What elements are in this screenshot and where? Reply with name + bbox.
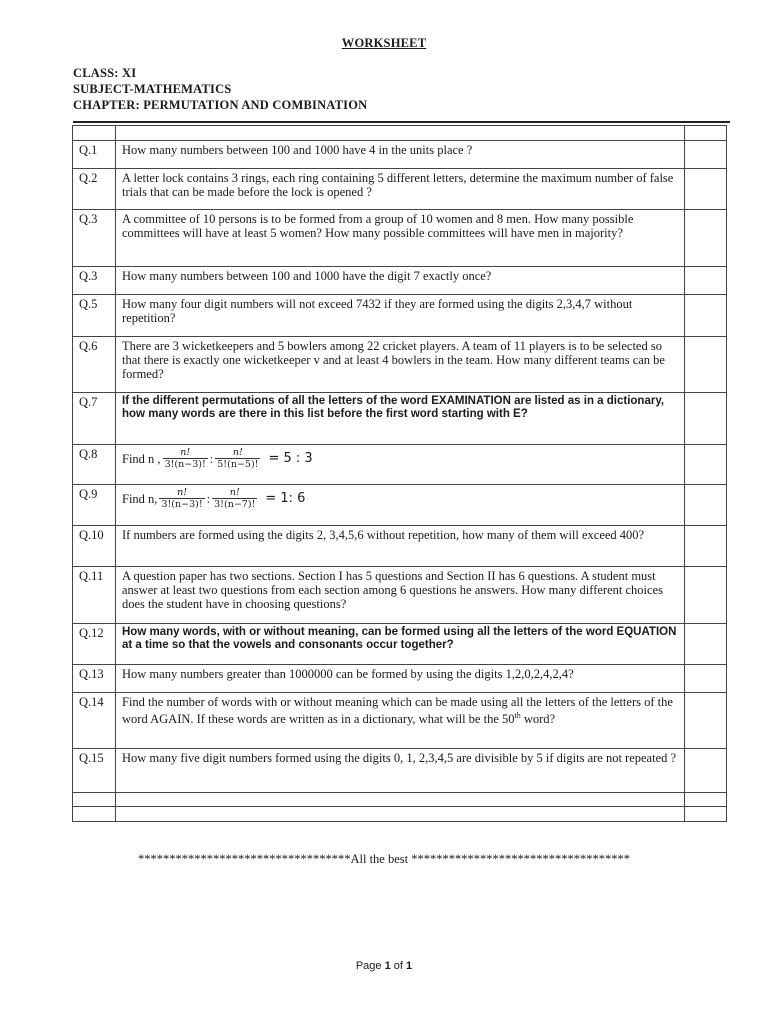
question-text: If numbers are formed using the digits 2, 3,4,5,6 without repetition, how many of them will exceed 400? [116, 526, 685, 567]
footer-message: **********************************All the best *********************************** [137, 852, 630, 866]
question-number: Q.5 [73, 295, 116, 337]
formula-q8 [122, 447, 679, 470]
fraction [215, 447, 260, 470]
table-row [73, 210, 727, 267]
denominator: 3!(n−3)! [164, 459, 206, 470]
question-text: How many numbers greater than 1000000 can be formed by using the digits 1,2,0,2,4,2,4? [116, 665, 685, 693]
answer-cell [685, 141, 727, 169]
numerator: n! [232, 447, 243, 458]
question-number: Q.11 [73, 567, 116, 624]
denominator: 3!(n−7)! [214, 499, 256, 510]
table-row [73, 665, 727, 693]
question-text: How many four digit numbers will not exceed 7432 if they are formed using the digits 2,3,4,7 without repetition? [116, 295, 685, 337]
empty-row [73, 793, 727, 807]
table-row [73, 445, 727, 485]
question-number: Q.6 [73, 337, 116, 393]
question-text: A committee of 10 persons is to be formed from a group of 10 women and 8 men. How many possible committees will have at least 5 women? How many possible committees will have men in majority? [116, 210, 685, 267]
subject-line: SUBJECT-MATHEMATICS [73, 82, 232, 96]
table-row [73, 526, 727, 567]
answer-cell [685, 485, 727, 526]
questions-table [72, 125, 727, 822]
table-row [73, 267, 727, 295]
ratio-separator: : [206, 491, 211, 506]
numerator: n! [180, 447, 191, 458]
question-text [116, 445, 685, 485]
formula-rhs: = 5 : 3 [268, 450, 313, 466]
answer-cell [685, 665, 727, 693]
total-pages: 1 [406, 960, 413, 972]
question-number: Q.14 [73, 693, 116, 749]
question-text: How many numbers between 100 and 1000 have the digit 7 exactly once? [116, 267, 685, 295]
question-number: Q.10 [73, 526, 116, 567]
question-text [116, 693, 685, 749]
table-row [73, 693, 727, 749]
header-rule [73, 121, 730, 123]
table-row [73, 169, 727, 210]
table-row [73, 567, 727, 624]
formula-prefix: Find n, [122, 491, 158, 506]
fraction [163, 447, 208, 470]
question-number: Q.13 [73, 665, 116, 693]
formula-rhs: = 1: 6 [265, 490, 306, 506]
fraction [159, 487, 204, 510]
question-number: Q.8 [73, 445, 116, 485]
answer-cell [685, 210, 727, 267]
numerator: n! [229, 487, 240, 498]
question-text [116, 485, 685, 526]
table-row [73, 337, 727, 393]
question-number: Q.7 [73, 393, 116, 445]
question-text: How many words, with or without meaning, can be formed using all the letters of the word EQUATION at a time so that the vowels and consonants occur together? [116, 624, 685, 665]
question-number: Q.12 [73, 624, 116, 665]
question-number: Q.3 [73, 210, 116, 267]
chapter-line: CHAPTER: PERMUTATION AND COMBINATION [73, 98, 368, 112]
worksheet-title: WORKSHEET [341, 36, 427, 50]
question-text: How many five digit numbers formed using the digits 0, 1, 2,3,4,5 are divisible by 5 if digits are not repeated ? [116, 749, 685, 793]
table-row [73, 295, 727, 337]
question-text: A letter lock contains 3 rings, each ring containing 5 different letters, determine the maximum number of false trials that can be made before the lock is opened ? [116, 169, 685, 210]
fraction [212, 487, 257, 510]
question-number: Q.15 [73, 749, 116, 793]
page-label: Page [355, 960, 385, 972]
table-row [73, 393, 727, 445]
answer-cell [685, 337, 727, 393]
table-row [73, 485, 727, 526]
page-of: of [390, 960, 407, 972]
answer-cell [685, 393, 727, 445]
denominator: 5!(n−5)! [217, 459, 259, 470]
question-text: There are 3 wicketkeepers and 5 bowlers among 22 cricket players. A team of 11 players is to be selected so that there is exactly one wicketkeeper v and at least 4 bowlers in the team. How many different teams can be formed? [116, 337, 685, 393]
table-spacer-row [73, 126, 727, 141]
answer-cell [685, 693, 727, 749]
table-row [73, 749, 727, 793]
formula-q9 [122, 487, 679, 510]
question-text-main: Find the number of words with or without meaning which can be made using all the letters of the letters of the word AGAIN. If these words are written as in a dictionary, what will be the 50 [122, 695, 673, 727]
question-number: Q.2 [73, 169, 116, 210]
answer-cell [685, 445, 727, 485]
empty-row [73, 807, 727, 822]
question-text-tail: word? [520, 712, 556, 727]
question-text: A question paper has two sections. Section I has 5 questions and Section II has 6 questions. A student must answer at least two questions from each section among 6 questions he answers. How many different choices does the student have in choosing questions? [116, 567, 685, 624]
answer-cell [685, 295, 727, 337]
current-page: 1 [384, 960, 391, 972]
numerator: n! [177, 487, 188, 498]
page-number [0, 960, 768, 972]
ordinal-suffix: th [514, 711, 521, 720]
question-text: How many numbers between 100 and 1000 have 4 in the units place ? [116, 141, 685, 169]
answer-cell [685, 267, 727, 295]
question-text: If the different permutations of all the letters of the word EXAMINATION are listed as in a dictionary, how many words are there in this list before the first word starting with E? [116, 393, 685, 445]
question-number: Q.3 [73, 267, 116, 295]
class-line: CLASS: XI [73, 66, 137, 80]
answer-cell [685, 749, 727, 793]
denominator: 3!(n−3)! [161, 499, 203, 510]
table-row [73, 141, 727, 169]
answer-cell [685, 526, 727, 567]
ratio-separator: : [209, 451, 214, 466]
table-row [73, 624, 727, 665]
formula-prefix: Find n , [122, 451, 161, 466]
question-number: Q.1 [73, 141, 116, 169]
answer-cell [685, 169, 727, 210]
question-number: Q.9 [73, 485, 116, 526]
answer-cell [685, 624, 727, 665]
answer-cell [685, 567, 727, 624]
